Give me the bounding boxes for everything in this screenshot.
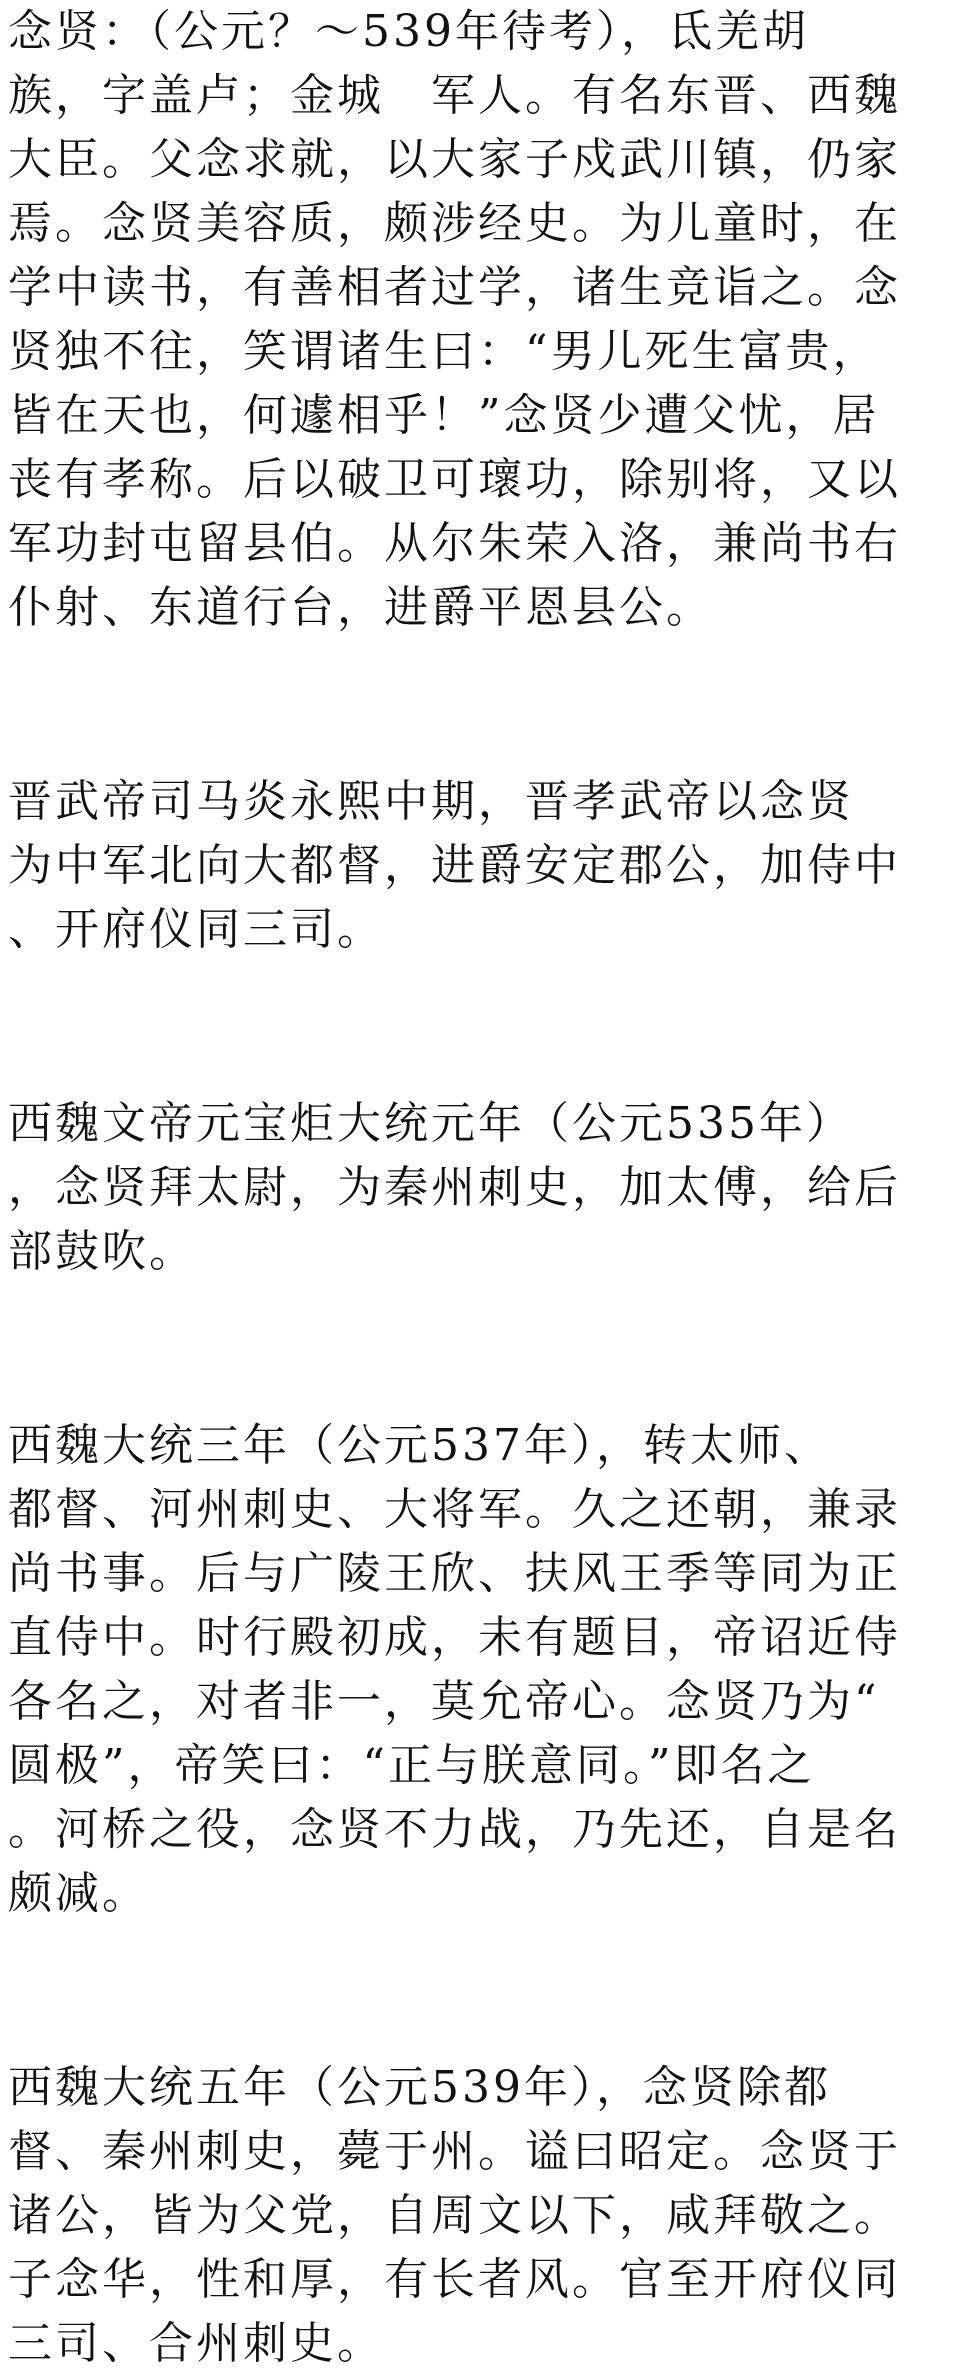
text-line: 都督、河州刺史、大将军。久之还朝，兼录 xyxy=(8,1484,901,1535)
paragraph-gap xyxy=(8,1284,972,1414)
text-line: 大臣。父念求就，以大家子戍武川镇，仍家 xyxy=(8,134,901,185)
text-line: 直侍中。时行殿初成，未有题目，帝诏近侍 xyxy=(8,1612,901,1663)
text-line: 督、秦州刺史，薨于州。谥曰昭定。念贤于 xyxy=(8,2126,901,2177)
document-body xyxy=(8,0,972,2376)
paragraph-gap xyxy=(8,962,972,1092)
paragraph-gap xyxy=(8,640,972,770)
text-line: 颇减。 xyxy=(8,1868,149,1919)
text-line: 诸公，皆为父党，自周文以下，咸拜敬之。 xyxy=(8,2190,901,2241)
text-line: 学中读书，有善相者过学，诸生竞诣之。念 xyxy=(8,262,901,313)
text-line: 焉。念贤美容质，颇涉经史。为儿童时，在 xyxy=(8,198,901,249)
text-line: 三司、合州刺史。 xyxy=(8,2318,384,2369)
text-line: 念贤：（公元？～539年待考），氐羌胡 xyxy=(8,6,809,57)
text-line: 尚书事。后与广陵王欣、扶风王季等同为正 xyxy=(8,1548,901,1599)
text-line: 子念华，性和厚，有长者风。官至开府仪同 xyxy=(8,2254,901,2305)
text-line: 部鼓吹。 xyxy=(8,1226,196,1277)
text-line: 仆射、东道行台，进爵平恩县公。 xyxy=(8,582,713,633)
text-line: 西魏大统三年（公元537年），转太师、 xyxy=(8,1420,831,1471)
text-line: 圆极”，帝笑曰：“正与朕意同。”即名之 xyxy=(8,1740,815,1791)
text-line: 西魏大统五年（公元539年），念贤除都 xyxy=(8,2062,831,2113)
text-line: 族，字盖卢；金城 军人。有名东晋、西魏 xyxy=(8,70,901,121)
text-line: 皆在天也，何遽相乎！”念贤少遭父忧，居 xyxy=(8,390,880,441)
paragraph-datong-3 xyxy=(8,1414,972,1926)
text-line: 晋武帝司马炎永熙中期，晋孝武帝以念贤 xyxy=(8,776,854,827)
paragraph-datong-5 xyxy=(8,2056,972,2376)
text-line: 贤独不往，笑谓诸生曰：“男儿死生富贵， xyxy=(8,326,880,377)
paragraph-biography xyxy=(8,0,972,640)
text-line: 。河桥之役，念贤不力战，乃先还，自是名 xyxy=(8,1804,901,1855)
text-line: 各名之，对者非一，莫允帝心。念贤乃为“ xyxy=(8,1676,880,1727)
text-line: 为中军北向大都督，进爵安定郡公，加侍中 xyxy=(8,840,901,891)
paragraph-gap xyxy=(8,1926,972,2056)
paragraph-yongxi xyxy=(8,770,972,962)
text-line: ，念贤拜太尉，为秦州刺史，加太傅，给后 xyxy=(8,1162,901,1213)
text-line: 丧有孝称。后以破卫可瓌功，除别将，又以 xyxy=(8,454,901,505)
text-line: 、开府仪同三司。 xyxy=(8,904,384,955)
text-line: 军功封屯留县伯。从尔朱荣入洛，兼尚书右 xyxy=(8,518,901,569)
text-line: 西魏文帝元宝炬大统元年（公元535年） xyxy=(8,1098,853,1149)
paragraph-datong-1 xyxy=(8,1092,972,1284)
